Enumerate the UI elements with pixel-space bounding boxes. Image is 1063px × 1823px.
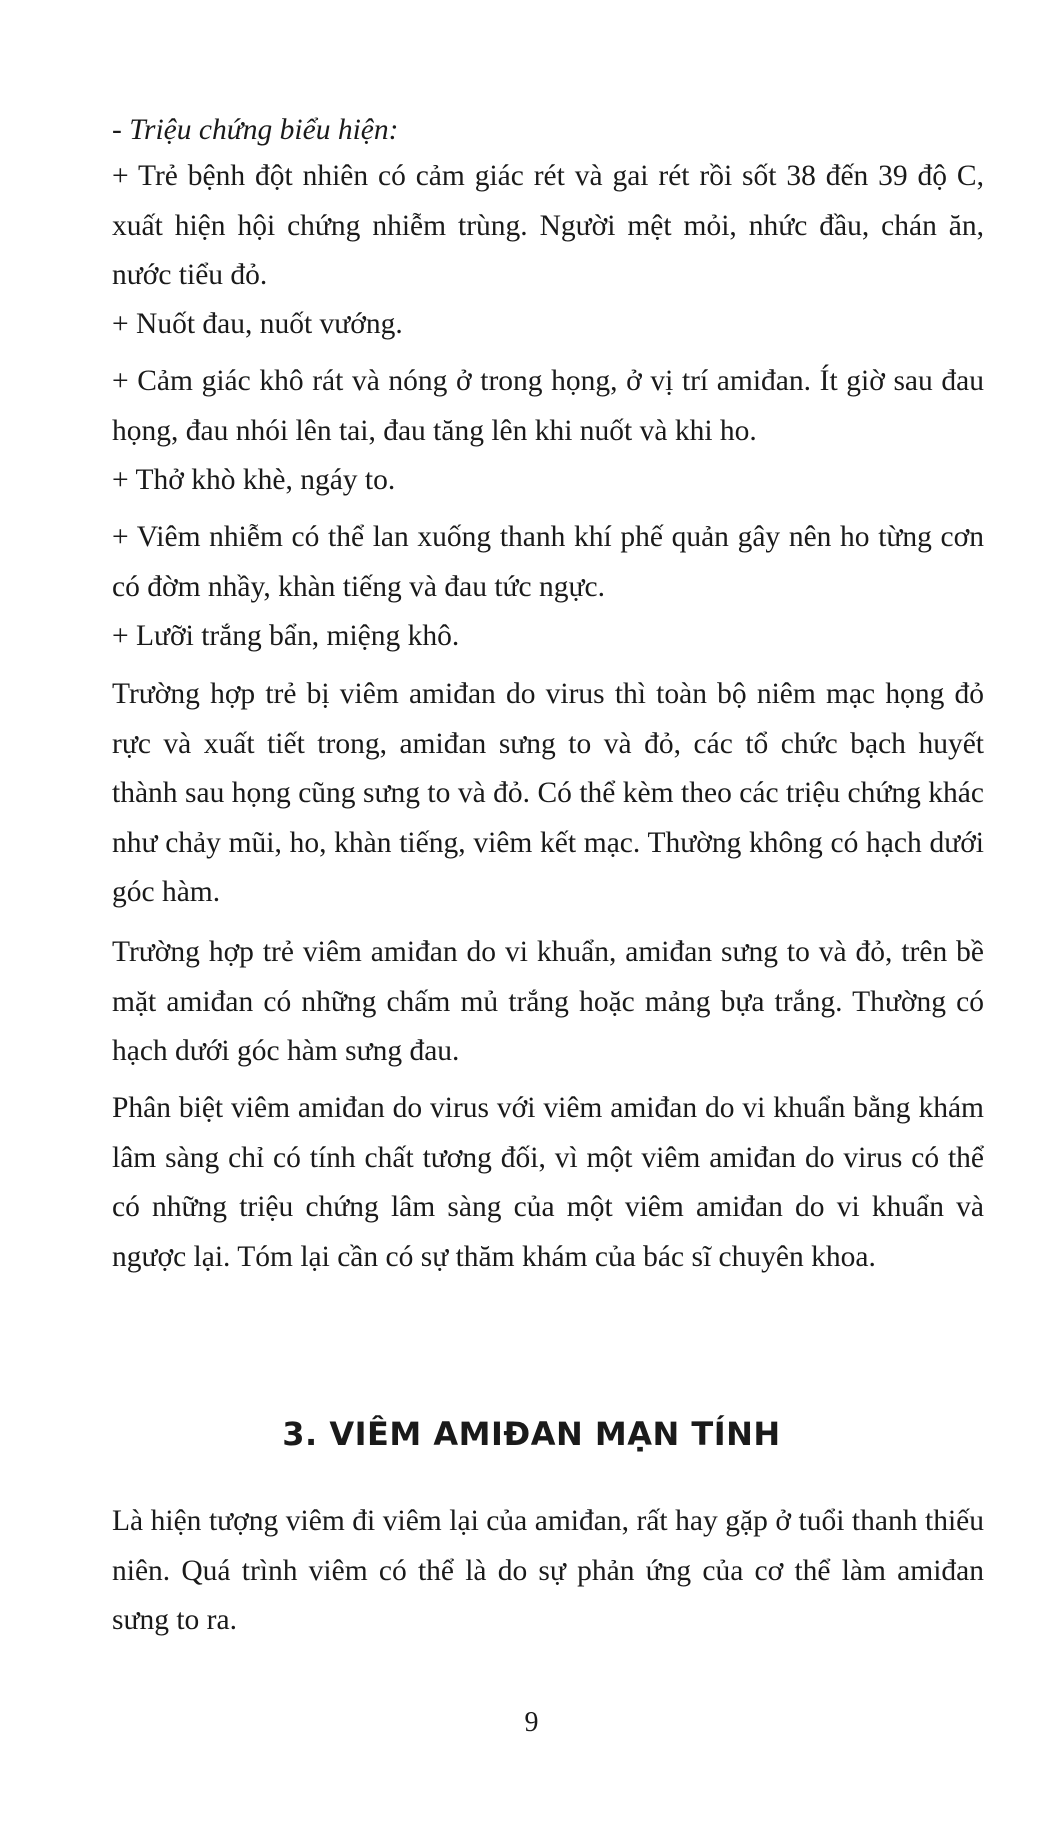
paragraph-virus: Trường hợp trẻ bị viêm amiđan do virus thì toàn bộ niêm mạc họng đỏ rực và xuất tiết trong, amiđan sưng to và đỏ, các tổ chức bạch huyết thành sau họng cũng sưng to và đỏ. Có thể kèm theo các triệu chứng khác như chảy mũi, ho, khàn tiếng, viêm kết mạc. Thường không có hạch dưới góc hàm. [112,678,984,908]
bullet-fever: + Trẻ bệnh đột nhiên có cảm giác rét và gai rét rồi sốt 38 đến 39 độ C, xuất hiện hội chứng nhiễm trùng. Người mệt mỏi, nhức đầu, chán ăn, nước tiểu đỏ. [112,160,984,291]
bullet-tongue: + Lưỡi trắng bẩn, miệng khô. [112,620,460,652]
bullet-swallow-pain: + Nuốt đau, nuốt vướng. [112,308,403,340]
paragraph-differentiation: Phân biệt viêm amiđan do virus với viêm amiđan do vi khuẩn bằng khám lâm sàng chỉ có tính chất tương đối, vì một viêm amiđan do virus có thể có những triệu chứng lâm sàng của một viêm amiđan do vi khuẩn và ngược lại. Tóm lại cần có sự thăm khám của bác sĩ chuyên khoa. [112,1092,984,1273]
page-number: 9 [524,1707,539,1738]
paragraph-bacteria: Trường hợp trẻ viêm amiđan do vi khuẩn, amiđan sưng to và đỏ, trên bề mặt amiđan có những chấm mủ trắng hoặc mảng bựa trắng. Thường có hạch dưới góc hàm sưng đau. [112,936,984,1067]
bullet-wheezing: + Thở khò khè, ngáy to. [112,464,396,496]
paragraph-chronic: Là hiện tượng viêm đi viêm lại của amiđan, rất hay gặp ở tuổi thanh thiếu niên. Quá trình viêm có thể là do sự phản ứng của cơ thể làm amiđan sưng to ra. [112,1505,984,1636]
bullet-bronchial-spread: + Viêm nhiễm có thể lan xuống thanh khí phế quản gây nên ho từng cơn có đờm nhầy, khàn tiếng và đau tức ngực. [112,521,984,603]
symptoms-subheading: - Triệu chứng biểu hiện: [112,114,399,146]
bullet-throat-dryness: + Cảm giác khô rát và nóng ở trong họng, ở vị trí amiđan. Ít giờ sau đau họng, đau nhói lên tai, đau tăng lên khi nuốt và khi ho. [112,365,984,447]
section-heading: 3. VIÊM AMIĐAN MẠN TÍNH [282,1415,781,1453]
